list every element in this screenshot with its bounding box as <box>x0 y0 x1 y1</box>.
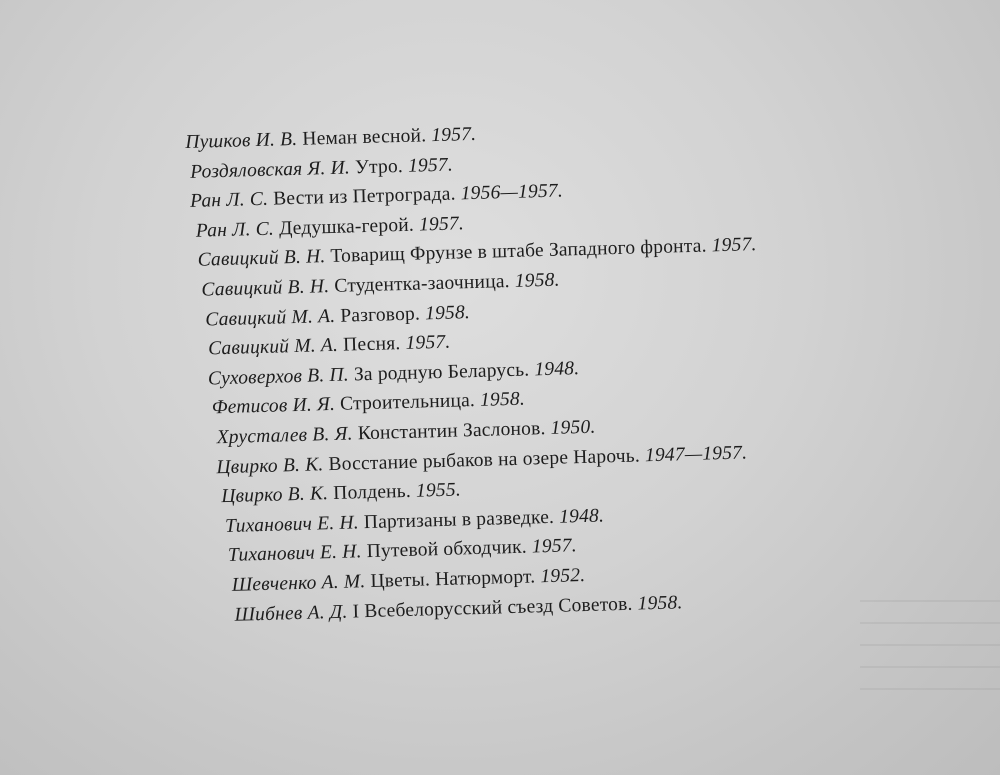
entry-author: Хрусталев В. Я. <box>216 423 354 449</box>
entry-author: Пушков И. В. <box>185 128 298 153</box>
show-through-heading: ​ <box>559 119 561 168</box>
entry-title: Неман весной. <box>302 125 427 150</box>
entry-author: Савицкий М. А. <box>207 334 339 360</box>
entry-year: 1947—1957. <box>644 441 748 466</box>
entry-title: Партизаны в разведке. <box>363 506 555 533</box>
entry-year: 1958. <box>637 591 683 615</box>
entry-title: Дедушка-герой. <box>278 214 415 240</box>
entry-year: 1957. <box>711 234 757 257</box>
show-through-text <box>860 600 1000 775</box>
entry-year: 1957. <box>407 154 454 177</box>
entry-author: Ран Л. С. <box>189 188 269 213</box>
entry-title: Песня. <box>342 333 401 356</box>
entry-author: Цвирко В. К. <box>216 453 324 478</box>
entry-title: За родную Беларусь. <box>353 359 530 386</box>
entry-author: Суховерхов В. П. <box>207 364 350 390</box>
entry-title: Путевой обходчик. <box>366 536 528 563</box>
entry-title: Цветы. Натюрморт. <box>370 566 536 592</box>
entry-year: 1957. <box>405 331 451 355</box>
entry-author: Савицкий В. Н. <box>201 276 330 301</box>
entry-author: Шевченко А. М. <box>231 571 366 596</box>
entry-title: I Всебелорусский съезд Советов. <box>352 593 633 623</box>
show-through-line <box>860 644 1000 646</box>
reproductions-list <box>185 112 767 631</box>
entry-author: Савицкий В. Н. <box>197 246 326 272</box>
entry-year: 1952. <box>540 564 586 588</box>
entry-author: Роздяловская Я. И. <box>189 157 351 183</box>
entry-title: Строительница. <box>339 390 476 416</box>
entry-year: 1948. <box>534 357 580 381</box>
entry-author: Тиханович Е. Н. <box>227 541 362 567</box>
entry-year: 1958. <box>514 269 560 292</box>
entry-title: Товарищ Фрунзе в штабе Западного фронта. <box>330 235 707 268</box>
entry-author: Савицкий М. А. <box>205 305 336 331</box>
entry-year: 1948. <box>558 505 605 528</box>
entry-title: Восстание рыбаков на озере Нарочь. <box>328 444 641 475</box>
entry-year: 1956—1957. <box>460 180 564 205</box>
entry-year: 1958. <box>479 388 526 412</box>
entry-year: 1957. <box>531 535 578 558</box>
entry-author: Тиханович Е. Н. <box>224 512 360 537</box>
entry-title: Полдень. <box>332 480 412 505</box>
show-through-line <box>860 600 1000 602</box>
entry-title: Константин Заслонов. <box>357 417 546 445</box>
entry-author: Цвирко В. К. <box>221 483 329 508</box>
entry-title: Вести из Петрограда. <box>272 183 456 210</box>
show-through-line <box>860 688 1000 690</box>
entry-year: 1958. <box>424 301 471 324</box>
show-through-line <box>860 666 1000 668</box>
entry-title: Разговор. <box>340 303 421 327</box>
entry-title: Утро. <box>354 155 404 178</box>
entry-year: 1950. <box>550 416 596 439</box>
show-through-line <box>860 622 1000 624</box>
entry-author: Фетисов И. Я. <box>211 394 336 419</box>
entry-author: Шибнев А. Д. <box>234 601 348 626</box>
entry-year: 1957. <box>431 123 477 147</box>
entry-author: Ран Л. С. <box>195 218 275 242</box>
entry-year: 1955. <box>415 479 462 502</box>
entry-title: Студентка-заочница. <box>334 270 511 297</box>
entry-year: 1957. <box>418 213 465 236</box>
